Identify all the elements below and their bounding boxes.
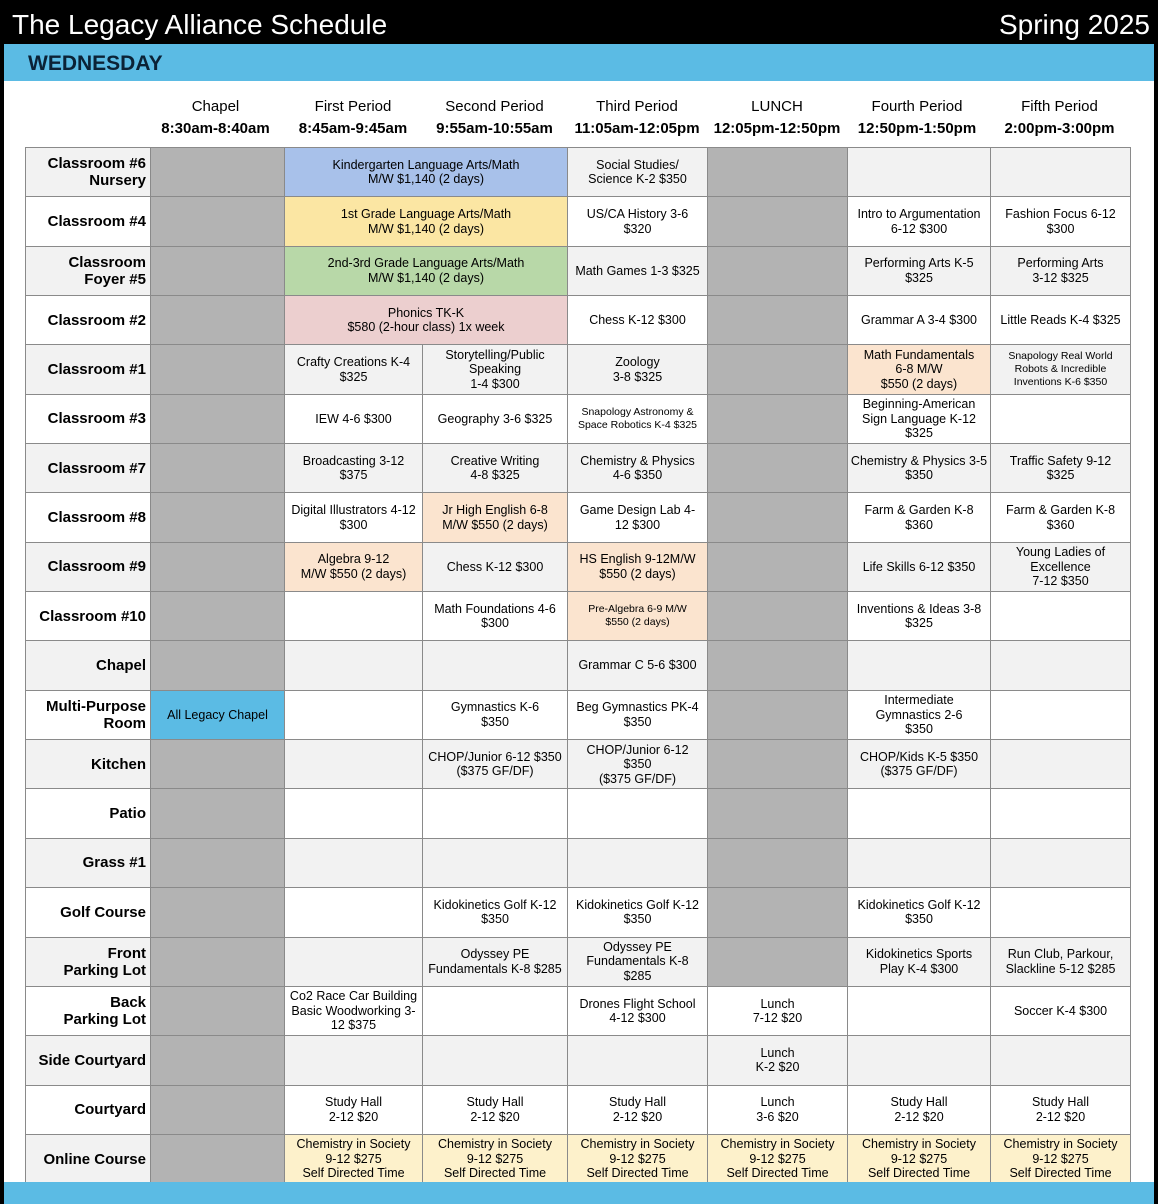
class-cell: Inventions & Ideas 3-8 $325	[848, 592, 991, 641]
empty-cell	[151, 986, 285, 1035]
class-cell: Social Studies/ Science K-2 $350	[568, 148, 708, 197]
empty-cell	[991, 148, 1131, 197]
class-cell: Chemistry in Society 9-12 $275 Self Directed Time	[285, 1134, 423, 1182]
empty-cell	[151, 246, 285, 295]
empty-cell	[423, 838, 568, 887]
empty-cell	[708, 937, 848, 986]
class-cell: Soccer K-4 $300	[991, 986, 1131, 1035]
class-cell: Game Design Lab 4- 12 $300	[568, 493, 708, 542]
class-cell: Crafty Creations K-4 $325	[285, 345, 423, 394]
table-row	[26, 838, 1131, 887]
column-name: LUNCH	[751, 98, 803, 115]
empty-cell	[423, 641, 568, 690]
class-cell: Gymnastics K-6 $350	[423, 690, 568, 739]
day-band	[4, 44, 1154, 81]
class-cell: Phonics TK-K $580 (2-hour class) 1x week	[285, 296, 568, 345]
class-cell: Math Games 1-3 $325	[568, 246, 708, 295]
class-cell: US/CA History 3-6 $320	[568, 197, 708, 246]
empty-cell	[151, 1085, 285, 1134]
table-row	[26, 345, 1131, 394]
class-cell: Odyssey PE Fundamentals K-8 $285	[568, 937, 708, 986]
column-time: 8:45am-9:45am	[298, 120, 408, 137]
class-cell: Chemistry in Society 9-12 $275 Self Directed Time	[423, 1134, 568, 1182]
empty-cell	[285, 789, 423, 838]
room-label: Chapel	[26, 641, 151, 690]
class-cell: Intermediate Gymnastics 2-6 $350	[848, 690, 991, 739]
table-row	[26, 542, 1131, 591]
table-row	[26, 148, 1131, 197]
empty-cell	[991, 592, 1131, 641]
table-row	[26, 1085, 1131, 1134]
empty-cell	[708, 394, 848, 443]
empty-cell	[151, 493, 285, 542]
empty-cell	[991, 838, 1131, 887]
class-cell: Performing Arts 3-12 $325	[991, 246, 1131, 295]
column-name: Chapel	[191, 98, 240, 115]
empty-cell	[848, 1036, 991, 1085]
empty-cell	[991, 740, 1131, 789]
room-label: Classroom #7	[26, 444, 151, 493]
column-name: Second Period	[445, 98, 544, 115]
table-row	[26, 1134, 1131, 1182]
empty-cell	[568, 789, 708, 838]
empty-cell	[568, 1036, 708, 1085]
column-name: First Period	[314, 98, 392, 115]
empty-cell	[708, 148, 848, 197]
empty-cell	[708, 493, 848, 542]
class-cell: Chemistry in Society 9-12 $275 Self Directed Time	[708, 1134, 848, 1182]
class-cell: Lunch 7-12 $20	[708, 986, 848, 1035]
column-header-fourth-period	[847, 96, 987, 140]
empty-cell	[423, 789, 568, 838]
table-row	[26, 296, 1131, 345]
class-cell: Performing Arts K-5 $325	[848, 246, 991, 295]
class-cell: Creative Writing 4-8 $325	[423, 444, 568, 493]
table-row	[26, 444, 1131, 493]
class-cell: Jr High English 6-8 M/W $550 (2 days)	[423, 493, 568, 542]
empty-cell	[151, 592, 285, 641]
class-cell: Beg Gymnastics PK-4 $350	[568, 690, 708, 739]
class-cell: Algebra 9-12 M/W $550 (2 days)	[285, 542, 423, 591]
table-row	[26, 641, 1131, 690]
class-cell: Life Skills 6-12 $350	[848, 542, 991, 591]
class-cell: Study Hall 2-12 $20	[991, 1085, 1131, 1134]
empty-cell	[151, 1036, 285, 1085]
class-cell: Grammar A 3-4 $300	[848, 296, 991, 345]
empty-cell	[151, 148, 285, 197]
column-name: Fourth Period	[871, 98, 963, 115]
class-cell: Traffic Safety 9-12 $325	[991, 444, 1131, 493]
class-cell: Study Hall 2-12 $20	[848, 1085, 991, 1134]
column-time: 12:50pm-1:50pm	[857, 120, 977, 137]
empty-cell	[708, 345, 848, 394]
class-cell: Chemistry & Physics 3-5 $350	[848, 444, 991, 493]
column-time: 8:30am-8:40am	[161, 120, 270, 137]
class-cell: Digital Illustrators 4-12 $300	[285, 493, 423, 542]
day-label: WEDNESDAY	[28, 52, 163, 75]
column-header-first-period	[284, 96, 422, 140]
empty-cell	[285, 1036, 423, 1085]
class-cell: Broadcasting 3-12 $375	[285, 444, 423, 493]
column-name: Third Period	[596, 98, 678, 115]
class-cell: CHOP/Junior 6-12 $350 ($375 GF/DF)	[568, 740, 708, 789]
empty-cell	[151, 888, 285, 937]
room-label: Classroom #10	[26, 592, 151, 641]
table-row	[26, 493, 1131, 542]
empty-cell	[151, 1134, 285, 1182]
class-cell: Lunch 3-6 $20	[708, 1085, 848, 1134]
empty-cell	[991, 1036, 1131, 1085]
class-cell: Geography 3-6 $325	[423, 394, 568, 443]
column-name: Fifth Period	[1021, 98, 1098, 115]
class-cell: Young Ladies of Excellence 7-12 $350	[991, 542, 1131, 591]
table-row	[26, 888, 1131, 937]
room-label: Back Parking Lot	[26, 986, 151, 1035]
empty-cell	[285, 937, 423, 986]
empty-cell	[151, 444, 285, 493]
schedule-body	[26, 148, 1131, 1183]
empty-cell	[285, 641, 423, 690]
class-cell: Kindergarten Language Arts/Math M/W $1,140 (2 days)	[285, 148, 568, 197]
empty-cell	[991, 888, 1131, 937]
empty-cell	[423, 1036, 568, 1085]
class-cell: Chemistry & Physics 4-6 $350	[568, 444, 708, 493]
empty-cell	[708, 690, 848, 739]
schedule-table	[25, 147, 1131, 1182]
class-cell: Farm & Garden K-8 $360	[991, 493, 1131, 542]
title-bar	[4, 4, 1154, 44]
empty-cell	[568, 838, 708, 887]
empty-cell	[848, 986, 991, 1035]
table-row	[26, 690, 1131, 739]
class-cell: Chemistry in Society 9-12 $275 Self Directed Time	[848, 1134, 991, 1182]
room-label: Classroom #6 Nursery	[26, 148, 151, 197]
empty-cell	[708, 246, 848, 295]
class-cell: Run Club, Parkour, Slackline 5-12 $285	[991, 937, 1131, 986]
class-cell: HS English 9-12M/W $550 (2 days)	[568, 542, 708, 591]
column-header-fifth-period	[987, 96, 1132, 140]
class-cell: Lunch K-2 $20	[708, 1036, 848, 1085]
table-row	[26, 789, 1131, 838]
empty-cell	[423, 986, 568, 1035]
room-label: Classroom #8	[26, 493, 151, 542]
class-cell: 1st Grade Language Arts/Math M/W $1,140 (2 days)	[285, 197, 568, 246]
class-cell: Zoology 3-8 $325	[568, 345, 708, 394]
class-cell: 2nd-3rd Grade Language Arts/Math M/W $1,140 (2 days)	[285, 246, 568, 295]
column-header-chapel	[147, 96, 284, 140]
room-label: Front Parking Lot	[26, 937, 151, 986]
room-label: Kitchen	[26, 740, 151, 789]
column-header-second-period	[422, 96, 567, 140]
empty-cell	[848, 641, 991, 690]
column-time: 9:55am-10:55am	[436, 120, 553, 137]
class-cell: Storytelling/Public Speaking 1-4 $300	[423, 345, 568, 394]
term-label: Spring 2025	[998, 9, 1150, 40]
bottom-band	[4, 1182, 1154, 1204]
class-cell: Kidokinetics Golf K-12 $350	[568, 888, 708, 937]
empty-cell	[708, 789, 848, 838]
room-label: Side Courtyard	[26, 1036, 151, 1085]
class-cell: Snapology Real World Robots & Incredible Inventions K-6 $350	[991, 345, 1131, 394]
table-row	[26, 937, 1131, 986]
empty-cell	[848, 148, 991, 197]
empty-cell	[151, 641, 285, 690]
schedule-content	[4, 81, 1154, 1182]
class-cell: Beginning-American Sign Language K-12 $325	[848, 394, 991, 443]
class-cell: Chess K-12 $300	[568, 296, 708, 345]
room-label: Classroom #2	[26, 296, 151, 345]
table-row	[26, 246, 1131, 295]
room-label: Multi-Purpose Room	[26, 690, 151, 739]
table-row	[26, 197, 1131, 246]
class-cell: IEW 4-6 $300	[285, 394, 423, 443]
class-cell: Kidokinetics Golf K-12 $350	[423, 888, 568, 937]
class-cell: Little Reads K-4 $325	[991, 296, 1131, 345]
empty-cell	[151, 296, 285, 345]
empty-cell	[708, 888, 848, 937]
room-label: Classroom #9	[26, 542, 151, 591]
table-row	[26, 394, 1131, 443]
class-cell: Chemistry in Society 9-12 $275 Self Directed Time	[568, 1134, 708, 1182]
column-time: 11:05am-12:05pm	[574, 120, 700, 137]
class-cell: Co2 Race Car Building Basic Woodworking 3- 12 $375	[285, 986, 423, 1035]
column-header-third-period	[567, 96, 707, 140]
empty-cell	[848, 789, 991, 838]
empty-cell	[151, 345, 285, 394]
room-label: Patio	[26, 789, 151, 838]
class-cell: Study Hall 2-12 $20	[285, 1085, 423, 1134]
empty-cell	[151, 937, 285, 986]
class-cell: Kidokinetics Golf K-12 $350	[848, 888, 991, 937]
room-label: Classroom #4	[26, 197, 151, 246]
room-label: Online Course	[26, 1134, 151, 1182]
empty-cell	[708, 740, 848, 789]
empty-cell	[708, 592, 848, 641]
empty-cell	[708, 838, 848, 887]
schedule-title: The Legacy Alliance Schedule	[12, 9, 388, 40]
room-label: Golf Course	[26, 888, 151, 937]
empty-cell	[285, 888, 423, 937]
class-cell: Math Fundamentals 6-8 M/W $550 (2 days)	[848, 345, 991, 394]
class-cell: All Legacy Chapel	[151, 690, 285, 739]
class-cell: Intro to Argumentation 6-12 $300	[848, 197, 991, 246]
class-cell: Chess K-12 $300	[423, 542, 568, 591]
empty-cell	[991, 641, 1131, 690]
class-cell: Study Hall 2-12 $20	[568, 1085, 708, 1134]
empty-cell	[991, 394, 1131, 443]
class-cell: Kidokinetics Sports Play K-4 $300	[848, 937, 991, 986]
table-row	[26, 1036, 1131, 1085]
class-cell: Grammar C 5-6 $300	[568, 641, 708, 690]
column-header-lunch	[707, 96, 847, 140]
table-row	[26, 592, 1131, 641]
class-cell: Pre-Algebra 6-9 M/W $550 (2 days)	[568, 592, 708, 641]
column-time: 2:00pm-3:00pm	[1004, 120, 1115, 137]
empty-cell	[285, 690, 423, 739]
empty-cell	[151, 740, 285, 789]
empty-cell	[151, 197, 285, 246]
empty-cell	[285, 740, 423, 789]
empty-cell	[708, 444, 848, 493]
class-cell: Study Hall 2-12 $20	[423, 1085, 568, 1134]
class-cell: Chemistry in Society 9-12 $275 Self Directed Time	[991, 1134, 1131, 1182]
class-cell: CHOP/Kids K-5 $350 ($375 GF/DF)	[848, 740, 991, 789]
empty-cell	[991, 789, 1131, 838]
room-label: Courtyard	[26, 1085, 151, 1134]
empty-cell	[285, 592, 423, 641]
class-cell: Math Foundations 4-6 $300	[423, 592, 568, 641]
room-label: Classroom #1	[26, 345, 151, 394]
room-label: Classroom #3	[26, 394, 151, 443]
table-row	[26, 986, 1131, 1035]
empty-cell	[151, 789, 285, 838]
class-cell: CHOP/Junior 6-12 $350 ($375 GF/DF)	[423, 740, 568, 789]
class-cell: Odyssey PE Fundamentals K-8 $285	[423, 937, 568, 986]
empty-cell	[708, 641, 848, 690]
class-cell: Drones Flight School 4-12 $300	[568, 986, 708, 1035]
class-cell: Snapology Astronomy & Space Robotics K-4 $325	[568, 394, 708, 443]
empty-cell	[151, 542, 285, 591]
empty-cell	[151, 394, 285, 443]
empty-cell	[151, 838, 285, 887]
room-label: Grass #1	[26, 838, 151, 887]
empty-cell	[708, 542, 848, 591]
class-cell: Fashion Focus 6-12 $300	[991, 197, 1131, 246]
empty-cell	[848, 838, 991, 887]
empty-cell	[991, 690, 1131, 739]
empty-cell	[285, 838, 423, 887]
empty-cell	[708, 197, 848, 246]
room-label: Classroom Foyer #5	[26, 246, 151, 295]
column-time: 12:05pm-12:50pm	[713, 120, 841, 137]
class-cell: Farm & Garden K-8 $360	[848, 493, 991, 542]
table-row	[26, 740, 1131, 789]
empty-cell	[708, 296, 848, 345]
